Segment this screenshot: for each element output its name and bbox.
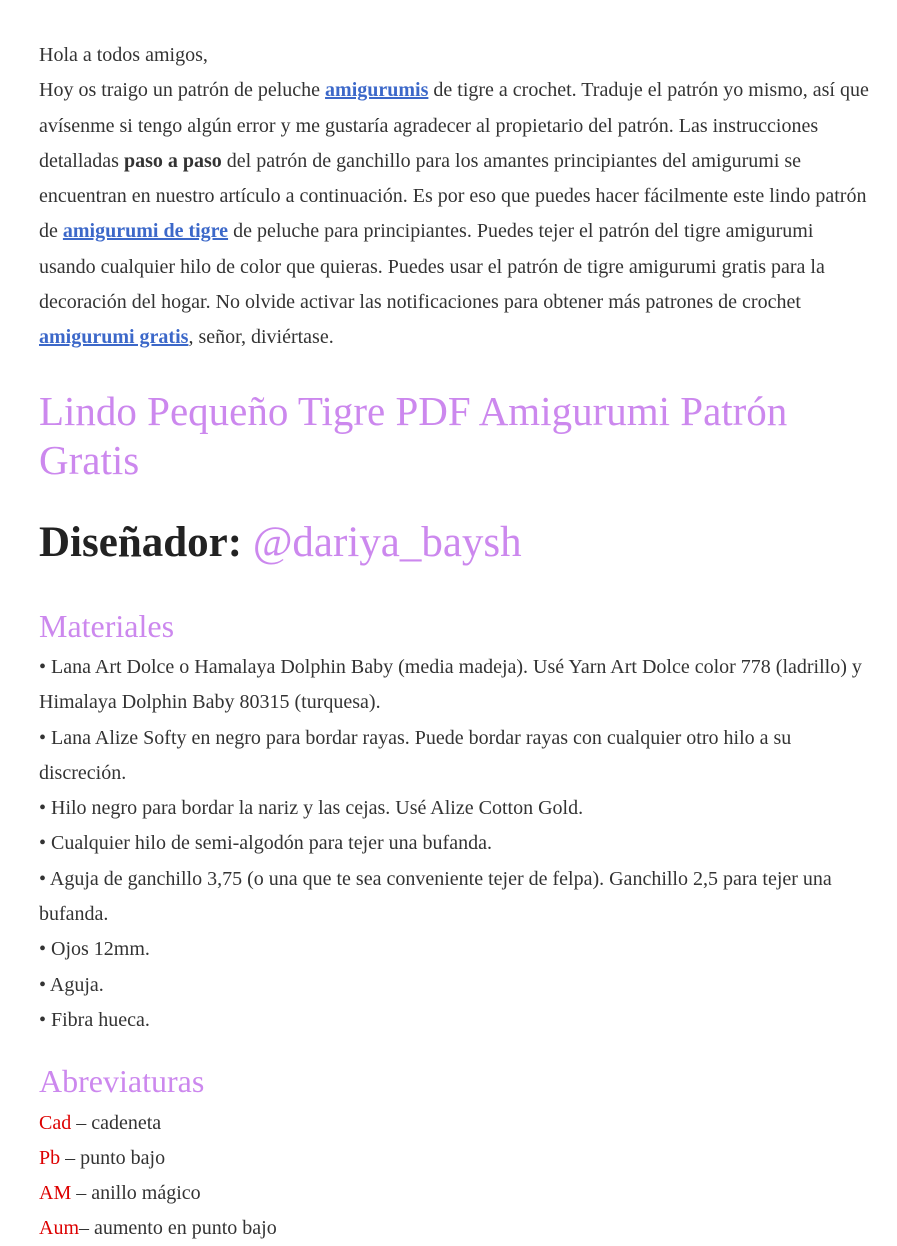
intro-text-5: , señor, diviértase. — [188, 326, 334, 349]
designer-handle: @dariya_baysh — [252, 519, 522, 566]
abbr-code: Cad — [39, 1112, 72, 1134]
list-item: • Lana Alize Softy en negro para bordar rayas. Puede bordar rayas con cualquier otro hilo a su discreción. — [39, 726, 792, 784]
abbr-desc: – punto bajo — [60, 1147, 166, 1169]
list-item: • Cualquier hilo de semi-algodón para tejer una bufanda. — [39, 832, 492, 855]
list-item: • Hilo negro para bordar la nariz y las cejas. Usé Alize Cotton Gold. — [39, 797, 584, 820]
list-item — [39, 1106, 869, 1141]
list-item: • Aguja de ganchillo 3,75 (o una que te sea conveniente tejer de felpa). Ganchillo 2,5 para tejer una bufanda. — [39, 867, 832, 926]
intro-section — [39, 38, 869, 356]
abbreviations-heading: Abreviaturas — [39, 1063, 205, 1099]
amigurumi-de-tigre-link[interactable]: amigurumi de tigre — [62, 220, 229, 243]
materials-list — [39, 650, 869, 1038]
intro-text-4: de peluche para principiantes. Puedes tejer el patrón del tigre amigurumi usando cualquier hilo de color que quieras. Puedes usar el patrón de tigre amigurumi gratis para la decoración del hogar. No olvide activar las notificaciones para obtener más patrones de crochet — [39, 220, 825, 314]
greeting: Hola a todos amigos, — [39, 44, 208, 66]
designer-label: Diseñador: — [39, 519, 253, 566]
list-item — [39, 1141, 869, 1176]
list-item: • Lana Art Dolce o Hamalaya Dolphin Baby (media madeja). Usé Yarn Art Dolce color 778 (ladrillo) y Himalaya Dolphin Baby 80315 (turquesa). — [39, 656, 862, 714]
abbr-desc: – anillo mágico — [71, 1182, 201, 1204]
amigurumi-gratis-link[interactable]: amigurumi gratis — [39, 326, 189, 349]
abbreviations-list — [39, 1106, 869, 1246]
abbr-code: AM — [39, 1182, 72, 1204]
abbr-code: Pb — [39, 1147, 61, 1169]
list-item: • Ojos 12mm. — [39, 938, 150, 961]
intro-text-3: del patrón de ganchillo para los amantes principiantes del amigurumi se encuentran en nuestro artículo a continuación. Es por eso que puedes hacer fácilmente este lindo patrón de — [39, 149, 867, 243]
intro-text-2: de tigre a crochet. Traduje el patrón yo mismo, así que avísenme si tengo algún error y me gustaría agradecer al propietario del patrón. Las instrucciones detalladas — [39, 79, 869, 172]
intro-bold-text: paso a paso — [123, 149, 222, 172]
intro-paragraph — [39, 73, 869, 355]
abbr-desc: – cadeneta — [71, 1112, 162, 1134]
abbr-code: Aum — [39, 1217, 79, 1239]
list-item — [39, 1211, 869, 1246]
page-title: Lindo Pequeño Tigre PDF Amigurumi Patrón Gratis — [39, 388, 788, 483]
abbr-desc: – aumento en punto bajo — [79, 1217, 277, 1239]
list-item: • Fibra hueca. — [39, 1008, 150, 1031]
list-item: • Aguja. — [39, 973, 104, 996]
materials-heading: Materiales — [39, 608, 175, 644]
list-item — [39, 1176, 869, 1211]
designer-heading — [39, 515, 522, 571]
amigurumis-link[interactable]: amigurumis — [325, 79, 429, 102]
intro-text-1: Hoy os traigo un patrón de peluche — [39, 79, 326, 102]
